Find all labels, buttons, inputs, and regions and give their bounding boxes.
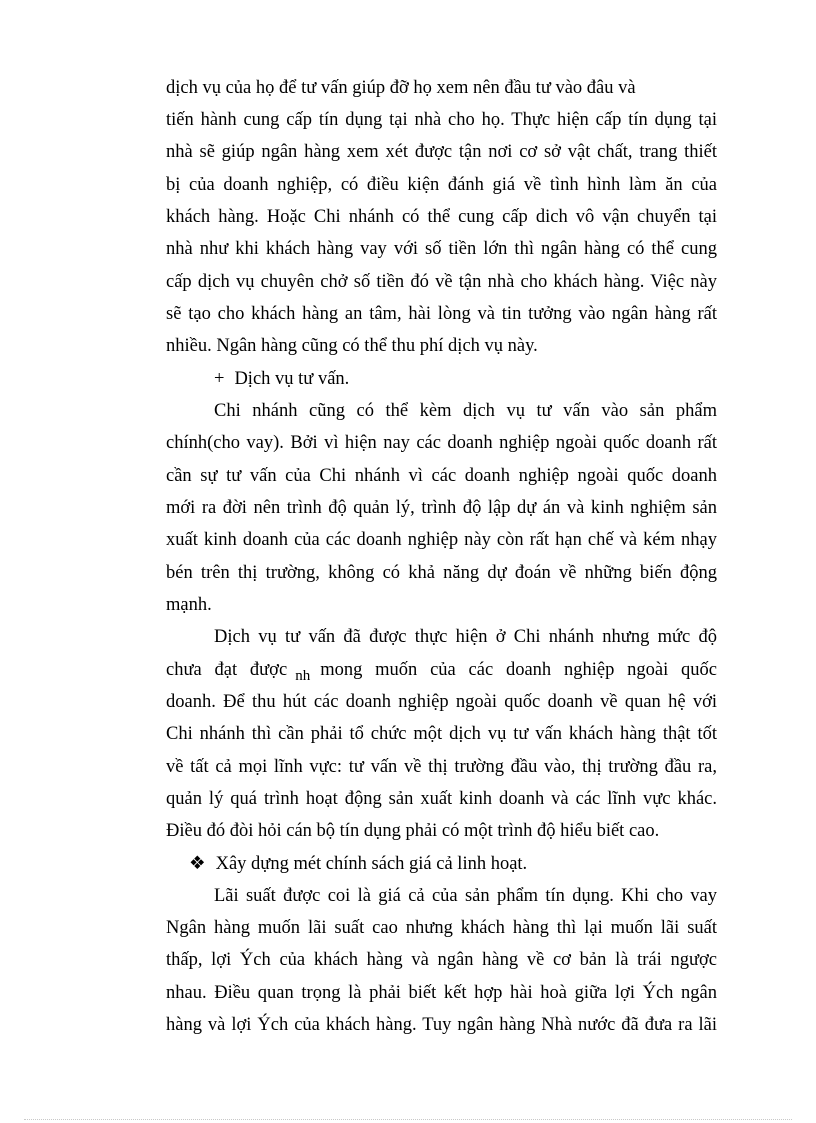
bullet-item-dich-vu-tu-van bbox=[214, 367, 765, 391]
text-line: sẽ tạo cho khách hàng an tâm, hài lòng và tin tưởng vào ngân hàng rất bbox=[166, 304, 717, 324]
text-line: cần sự tư vấn của Chi nhánh vì các doanh nghiệp ngoài quốc doanh bbox=[166, 466, 717, 486]
text-line: thấp, lợi Ých của khách hàng và ngân hàng về cơ bản là trái ngược bbox=[166, 950, 717, 970]
text-line: tiến hành cung cấp tín dụng tại nhà cho họ. Thực hiện cấp tín dụng tại bbox=[166, 110, 717, 130]
text-line: khách hàng. Hoặc Chi nhánh có thể cung cấp dich vô vận chuyển tại bbox=[166, 207, 717, 227]
text-line: xuất kinh doanh của các doanh nghiệp này còn rất hạn chế và kém nhạy bbox=[166, 530, 717, 550]
text-line: cấp dịch vụ chuyên chở số tiền đó về tận nhà cho khách hàng. Việc này bbox=[166, 272, 717, 292]
text-fragment: chưa đạt được bbox=[166, 660, 288, 680]
text-line: Ngân hàng muốn lãi suất cao nhưng khách hàng thì lại muốn lãi suất bbox=[166, 918, 717, 938]
heading-text: Xây dựng mét chính sách giá cả linh hoạt. bbox=[215, 854, 528, 874]
text-line: Chi nhánh thì cần phải tổ chức một dịch vụ tư vấn khách hàng thật tốt bbox=[166, 724, 717, 744]
stray-fragment: nh bbox=[295, 668, 311, 684]
text-line: Điều đó đòi hỏi cán bộ tín dụng phải có một trình độ hiểu biết cao. bbox=[166, 821, 660, 841]
text-line: Dịch vụ tư vấn đã được thực hiện ở Chi nhánh nhưng mức độ bbox=[214, 627, 717, 647]
text-line: nhà sẽ giúp ngân hàng xem xét được tận nơi cơ sở vật chất, trang thiết bbox=[166, 142, 717, 162]
diamond-bullet-icon: ❖ bbox=[189, 854, 206, 874]
text-line: bén trên thị trường, không có khả năng dự đoán về những biến động bbox=[166, 563, 717, 583]
text-line: doanh. Để thu hút các doanh nghiệp ngoài quốc doanh về quan hệ với bbox=[166, 692, 717, 712]
text-line: mạnh. bbox=[166, 595, 212, 615]
text-line: bị của doanh nghiệp, có điều kiện đánh giá về tình hình làm ăn của bbox=[166, 175, 717, 195]
text-line: nhà như khi khách hàng vay với số tiền lớn thì ngân hàng có thể cung bbox=[166, 239, 717, 259]
text-line: hàng và lợi Ých của khách hàng. Tuy ngân hàng Nhà nước đã đưa ra lãi bbox=[166, 1015, 717, 1035]
text-line: mới ra đời nên trình độ quản lý, trình độ lập dự án và kinh nghiệm sản bbox=[166, 498, 717, 518]
text-line: Chi nhánh cũng có thể kèm dịch vụ tư vấn vào sản phẩm bbox=[214, 401, 717, 421]
bullet-text: Dịch vụ tư vấn. bbox=[234, 369, 350, 389]
page-bottom-divider bbox=[24, 1119, 792, 1120]
text-line: về tất cả mọi lĩnh vực: tư vấn về thị trường đầu vào, thị trường đầu ra, bbox=[166, 757, 717, 777]
text-line: nhau. Điều quan trọng là phải biết kết hợp hài hoà giữa lợi Ých ngân bbox=[166, 983, 717, 1003]
text-line: chính(cho vay). Bởi vì hiện nay các doanh nghiệp ngoài quốc doanh rất bbox=[166, 433, 717, 453]
plus-bullet-icon: + bbox=[214, 369, 225, 389]
text-line: quản lý quá trình hoạt động sản xuất kinh doanh và các lĩnh vực khác. bbox=[166, 789, 717, 809]
heading-bullet-chinh-sach-gia bbox=[189, 852, 740, 876]
text-line: nhiều. Ngân hàng cũng có thể thu phí dịch vụ này. bbox=[166, 336, 538, 356]
text-line: dịch vụ của họ để tư vấn giúp đỡ họ xem nên đầu tư vào đâu và bbox=[166, 78, 636, 98]
text-line: Lãi suất được coi là giá cả của sản phẩm tín dụng. Khi cho vay bbox=[214, 886, 717, 906]
text-fragment: mong muốn của các doanh nghiệp ngoài quốc bbox=[320, 660, 718, 680]
text-line-with-fragment bbox=[166, 658, 717, 683]
